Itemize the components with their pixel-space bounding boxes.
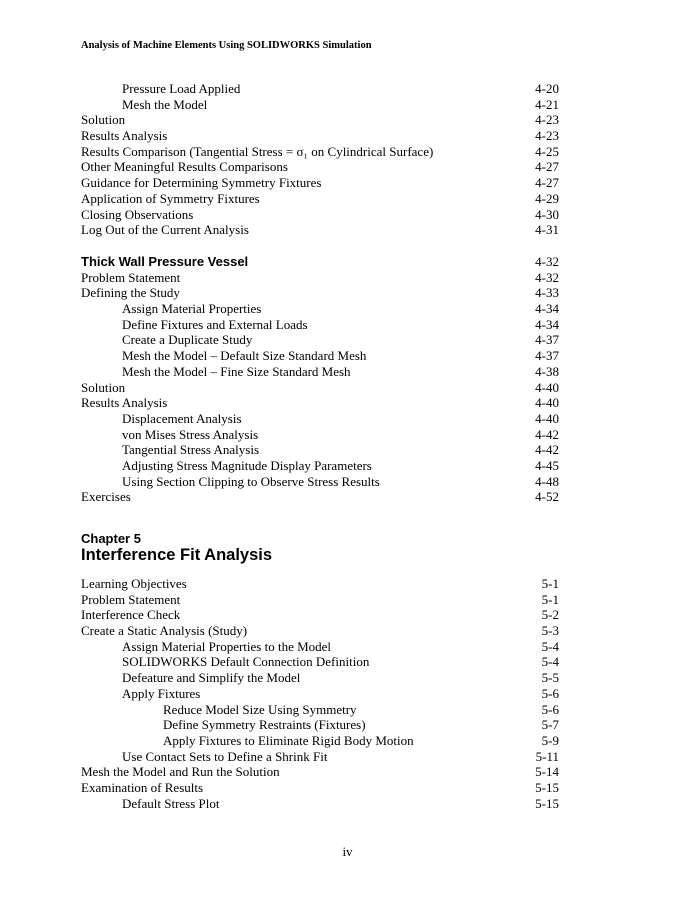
toc-entry-page: 4-45	[535, 457, 559, 473]
chapter-label: Chapter 5	[81, 531, 141, 546]
toc-entry-page: 4-27	[535, 175, 559, 191]
toc-entry-page: 4-40	[535, 410, 559, 426]
toc-entry-title: Other Meaningful Results Comparisons	[81, 159, 288, 175]
toc-section-heading	[81, 254, 559, 270]
toc-entry	[81, 474, 559, 490]
toc-entry	[81, 654, 559, 670]
toc-entry-title: von Mises Stress Analysis	[122, 426, 259, 442]
toc-entry-page: 5-3	[541, 623, 559, 639]
toc-entry-page: 4-25	[535, 143, 559, 159]
toc-entry-title: Problem Statement	[81, 591, 181, 607]
toc-entry	[81, 717, 559, 733]
toc-entry-page: 4-23	[535, 128, 559, 144]
toc-entry-page: 4-30	[535, 206, 559, 222]
toc-entry-title: SOLIDWORKS Default Connection Definition	[122, 654, 370, 670]
toc-entry-page: 5-5	[541, 670, 559, 686]
toc-entry-page: 4-42	[535, 426, 559, 442]
toc-section-continued	[81, 81, 559, 238]
toc-entry-title: Apply Fixtures	[122, 685, 201, 701]
toc-entry-title: Closing Observations	[81, 206, 194, 222]
toc-entry	[81, 427, 559, 443]
toc-entry-page: 4-40	[535, 395, 559, 411]
toc-entry-page: 5-9	[541, 732, 559, 748]
toc-entry-page: 4-48	[535, 473, 559, 489]
toc-entry-title: Examination of Results	[81, 779, 204, 795]
toc-entry-page: 4-34	[535, 301, 559, 317]
toc-entry-title: Problem Statement	[81, 269, 181, 285]
toc-entry-page: 4-32	[535, 269, 559, 285]
toc-entry-page: 5-14	[535, 764, 559, 780]
toc-entry	[81, 411, 559, 427]
toc-entry-title: Displacement Analysis	[122, 410, 242, 426]
toc-entry-title: Mesh the Model – Default Size Standard Mesh	[122, 348, 367, 364]
toc-entry	[81, 686, 559, 702]
toc-entry-page: 4-42	[535, 442, 559, 458]
toc-entry-title: Defining the Study	[81, 285, 180, 301]
toc-entry-page: 5-7	[541, 717, 559, 733]
toc-entry-title: Log Out of the Current Analysis	[81, 222, 249, 238]
toc-entry	[81, 159, 559, 175]
toc-entry-title: Tangential Stress Analysis	[122, 442, 260, 458]
toc-entry-page: 5-11	[535, 748, 559, 764]
toc-entry	[81, 285, 559, 301]
toc-entry-page: 5-1	[541, 591, 559, 607]
toc-entry-page: 4-37	[535, 348, 559, 364]
toc-entry	[81, 222, 559, 238]
running-header: Analysis of Machine Elements Using SOLIDWORKS Simulation	[81, 40, 372, 51]
toc-entry-title: Assign Material Properties to the Model	[122, 638, 332, 654]
toc-entry	[81, 144, 559, 160]
toc-entry	[81, 458, 559, 474]
toc-entry-title: Solution	[81, 379, 126, 395]
toc-entry-title: Mesh the Model – Fine Size Standard Mesh	[122, 363, 351, 379]
toc-entry	[81, 128, 559, 144]
toc-entry-page: 4-33	[535, 285, 559, 301]
toc-entry-title: Learning Objectives	[81, 576, 187, 591]
toc-entry-page: 5-2	[541, 607, 559, 623]
toc-section-chapter-5	[81, 576, 559, 811]
toc-entry	[81, 380, 559, 396]
toc-entry-page: 4-21	[535, 96, 559, 112]
toc-entry-title: Apply Fixtures to Eliminate Rigid Body Motion	[163, 732, 414, 748]
toc-entry	[81, 780, 559, 796]
toc-entry-title: Create a Duplicate Study	[122, 332, 253, 348]
toc-entry-title: Mesh the Model	[122, 96, 208, 112]
toc-entry	[81, 592, 559, 608]
toc-entry	[81, 639, 559, 655]
toc-entry-page: 4-34	[535, 316, 559, 332]
toc-entry-page: 5-15	[535, 795, 559, 811]
toc-entry-title: Reduce Model Size Using Symmetry	[163, 701, 357, 717]
toc-entry	[81, 112, 559, 128]
toc-entry-title: Results Analysis	[81, 128, 168, 144]
toc-entry-page: 4-37	[535, 332, 559, 348]
toc-entry-title: Solution	[81, 112, 126, 128]
toc-entry	[81, 191, 559, 207]
toc-entry-title: Thick Wall Pressure Vessel	[81, 254, 249, 269]
toc-entry-title: Using Section Clipping to Observe Stress Results	[122, 473, 380, 489]
toc-entry	[81, 207, 559, 223]
toc-entry-page: 4-23	[535, 112, 559, 128]
chapter-title: Interference Fit Analysis	[81, 546, 273, 564]
toc-entry-title: Interference Check	[81, 607, 181, 623]
toc-entry-page: 5-6	[541, 685, 559, 701]
toc-entry-title: Create a Static Analysis (Study)	[81, 623, 248, 639]
toc-entry	[81, 623, 559, 639]
toc-entry-page: 4-40	[535, 379, 559, 395]
toc-entry	[81, 317, 559, 333]
toc-entry	[81, 749, 559, 765]
toc-section-thick-wall-pressure-vessel	[81, 254, 559, 505]
toc-entry	[81, 364, 559, 380]
toc-entry	[81, 733, 559, 749]
toc-entry	[81, 442, 559, 458]
toc-entry-page: 4-52	[535, 489, 559, 505]
toc-entry	[81, 489, 559, 505]
toc-entry-page: 5-1	[541, 576, 559, 591]
toc-entry	[81, 395, 559, 411]
toc-entry-title: Define Fixtures and External Loads	[122, 316, 308, 332]
toc-entry-title: Exercises	[81, 489, 131, 505]
toc-entry-title: Define Symmetry Restraints (Fixtures)	[163, 717, 366, 733]
toc-entry	[81, 764, 559, 780]
toc-entry-title: Results Analysis	[81, 395, 168, 411]
toc-entry-title: Default Stress Plot	[122, 795, 220, 811]
toc-entry-title: Application of Symmetry Fixtures	[81, 190, 260, 206]
toc-entry-title: Adjusting Stress Magnitude Display Parameters	[122, 457, 372, 473]
toc-entry-page: 4-27	[535, 159, 559, 175]
toc-entry	[81, 301, 559, 317]
toc-entry-page: 5-4	[541, 638, 559, 654]
toc-entry	[81, 97, 559, 113]
toc-entry-title: Guidance for Determining Symmetry Fixtures	[81, 175, 322, 191]
toc-entry-page: 4-31	[535, 222, 559, 238]
toc-entry-title: Results Comparison (Tangential Stress = σ₁ on Cylindrical Surface)	[81, 143, 434, 159]
toc-entry-title: Pressure Load Applied	[122, 81, 241, 96]
toc-entry-title: Assign Material Properties	[122, 301, 262, 317]
toc-entry	[81, 796, 559, 812]
toc-entry	[81, 175, 559, 191]
toc-entry-page: 4-29	[535, 190, 559, 206]
toc-entry-page: 5-4	[541, 654, 559, 670]
toc-entry	[81, 270, 559, 286]
toc-entry-page: 5-6	[541, 701, 559, 717]
toc-entry-title: Defeature and Simplify the Model	[122, 670, 301, 686]
toc-entry	[81, 332, 559, 348]
toc-entry-title: Mesh the Model and Run the Solution	[81, 764, 280, 780]
page-number: iv	[342, 844, 353, 859]
toc-entry	[81, 81, 559, 97]
toc-entry-page: 4-38	[535, 363, 559, 379]
toc-entry	[81, 670, 559, 686]
toc-entry-page: 4-20	[535, 81, 559, 96]
toc-entry-title: Use Contact Sets to Define a Shrink Fit	[122, 748, 328, 764]
toc-entry-page: 4-32	[535, 254, 559, 269]
toc-entry	[81, 348, 559, 364]
toc-entry-page: 5-15	[535, 779, 559, 795]
toc-entry	[81, 702, 559, 718]
toc-entry	[81, 607, 559, 623]
toc-entry	[81, 576, 559, 592]
